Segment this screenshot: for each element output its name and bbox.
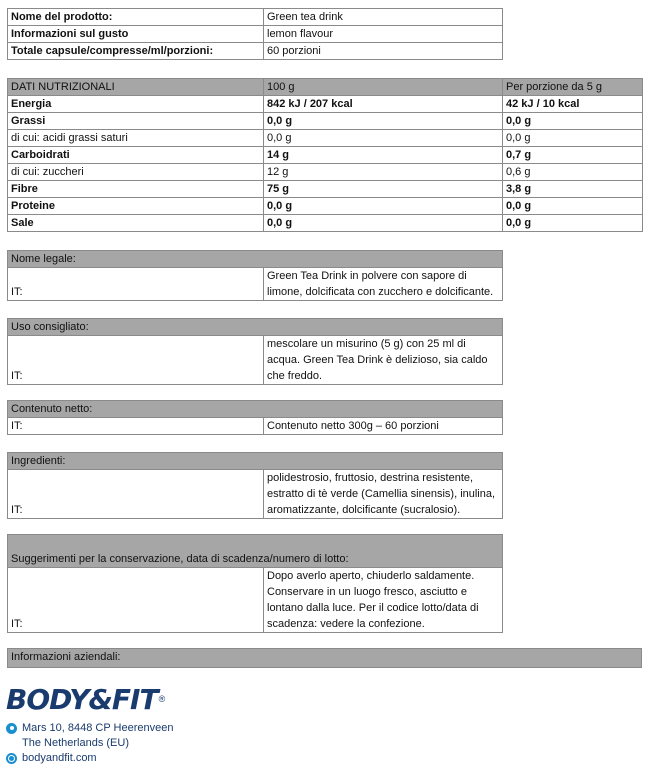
usage-section bbox=[7, 318, 503, 385]
website-line bbox=[6, 752, 97, 764]
address-street: Mars 10, 8448 CP Heerenveen bbox=[22, 722, 174, 734]
nutrient-value-portion: 42 kJ / 10 kcal bbox=[503, 96, 643, 113]
table-row bbox=[8, 198, 643, 215]
brand-logo bbox=[6, 684, 165, 714]
nutrient-value-100g: 14 g bbox=[264, 147, 503, 164]
ingredients-text: polidestrosio, fruttosio, destrina resistente, estratto di tè verde (Camellia sinensis), inulina, aromatizzante, dolcificante (sucralosio). bbox=[264, 470, 503, 519]
flavour-value: lemon flavour bbox=[264, 26, 503, 43]
nutrient-label: di cui: acidi grassi saturi bbox=[8, 130, 264, 147]
nutrient-value-100g: 0,0 g bbox=[264, 130, 503, 147]
nutrition-header-row bbox=[8, 79, 643, 96]
table-row bbox=[8, 164, 643, 181]
nutrient-value-portion: 0,0 g bbox=[503, 130, 643, 147]
nutrient-value-portion: 0,0 g bbox=[503, 113, 643, 130]
table-row bbox=[8, 43, 503, 60]
table-row bbox=[8, 9, 503, 26]
logo-text: BODY&FIT bbox=[6, 682, 158, 716]
nutrient-value-100g: 0,0 g bbox=[264, 198, 503, 215]
website-link[interactable]: bodyandfit.com bbox=[22, 752, 97, 764]
location-pin-icon bbox=[6, 723, 17, 734]
table-row bbox=[8, 147, 643, 164]
product-info-table bbox=[7, 8, 503, 60]
nutrient-label: Grassi bbox=[8, 113, 264, 130]
globe-icon bbox=[6, 753, 17, 764]
nutrient-label: di cui: zuccheri bbox=[8, 164, 264, 181]
nutrient-value-100g: 12 g bbox=[264, 164, 503, 181]
table-row bbox=[8, 130, 643, 147]
product-name-label: Nome del prodotto: bbox=[8, 9, 264, 26]
storage-text: Dopo averlo aperto, chiuderlo saldamente. Conservare in un luogo fresco, asciutto e lontano dalla luce. Per il codice lotto/data di scadenza: vedere la confezione. bbox=[264, 568, 503, 633]
nutrient-value-portion: 3,8 g bbox=[503, 181, 643, 198]
address-country: The Netherlands (EU) bbox=[22, 737, 129, 749]
flavour-label: Informazioni sul gusto bbox=[8, 26, 264, 43]
section-title: Ingredienti: bbox=[8, 453, 503, 470]
section-title: Uso consigliato: bbox=[8, 319, 503, 336]
nutrient-value-portion: 0,0 g bbox=[503, 215, 643, 232]
nutrient-label: Energia bbox=[8, 96, 264, 113]
net-content-text: Contenuto netto 300g – 60 porzioni bbox=[264, 418, 503, 435]
table-row bbox=[8, 26, 503, 43]
registered-mark: ® bbox=[158, 694, 166, 704]
nutrient-value-portion: 0,0 g bbox=[503, 198, 643, 215]
net-content-section bbox=[7, 400, 503, 435]
language-label: IT: bbox=[8, 470, 264, 519]
ingredients-section bbox=[7, 452, 503, 519]
servings-value: 60 porzioni bbox=[264, 43, 503, 60]
table-row bbox=[8, 96, 643, 113]
nutrient-value-100g: 842 kJ / 207 kcal bbox=[264, 96, 503, 113]
language-label: IT: bbox=[8, 268, 264, 301]
legal-name-text: Green Tea Drink in polvere con sapore di limone, dolcificata con zucchero e dolcificante. bbox=[264, 268, 503, 301]
section-title: Nome legale: bbox=[8, 251, 503, 268]
nutrition-header-portion: Per porzione da 5 g bbox=[503, 79, 643, 96]
table-row bbox=[8, 215, 643, 232]
storage-section bbox=[7, 534, 503, 633]
legal-name-section bbox=[7, 250, 503, 301]
nutrition-header-label: DATI NUTRIZIONALI bbox=[8, 79, 264, 96]
nutrient-label: Fibre bbox=[8, 181, 264, 198]
language-label: IT: bbox=[8, 418, 264, 435]
nutrient-value-100g: 0,0 g bbox=[264, 113, 503, 130]
usage-text: mescolare un misurino (5 g) con 25 ml di acqua. Green Tea Drink è delizioso, sia caldo che freddo. bbox=[264, 336, 503, 385]
company-info-bar bbox=[7, 648, 642, 668]
table-row bbox=[8, 181, 643, 198]
nutrition-table bbox=[7, 78, 643, 232]
section-title: Contenuto netto: bbox=[8, 401, 503, 418]
nutrient-label: Sale bbox=[8, 215, 264, 232]
language-label: IT: bbox=[8, 336, 264, 385]
nutrient-label: Proteine bbox=[8, 198, 264, 215]
language-label: IT: bbox=[8, 568, 264, 633]
nutrition-header-100g: 100 g bbox=[264, 79, 503, 96]
nutrient-label: Carboidrati bbox=[8, 147, 264, 164]
nutrient-value-portion: 0,6 g bbox=[503, 164, 643, 181]
table-row bbox=[8, 113, 643, 130]
nutrient-value-100g: 75 g bbox=[264, 181, 503, 198]
address-line-2 bbox=[22, 737, 129, 749]
nutrient-value-100g: 0,0 g bbox=[264, 215, 503, 232]
product-name-value: Green tea drink bbox=[264, 9, 503, 26]
section-title: Suggerimenti per la conservazione, data di scadenza/numero di lotto: bbox=[8, 535, 503, 568]
address-line-1 bbox=[6, 722, 173, 734]
servings-label: Totale capsule/compresse/ml/porzioni: bbox=[8, 43, 264, 60]
nutrient-value-portion: 0,7 g bbox=[503, 147, 643, 164]
section-title: Informazioni aziendali: bbox=[11, 651, 121, 663]
